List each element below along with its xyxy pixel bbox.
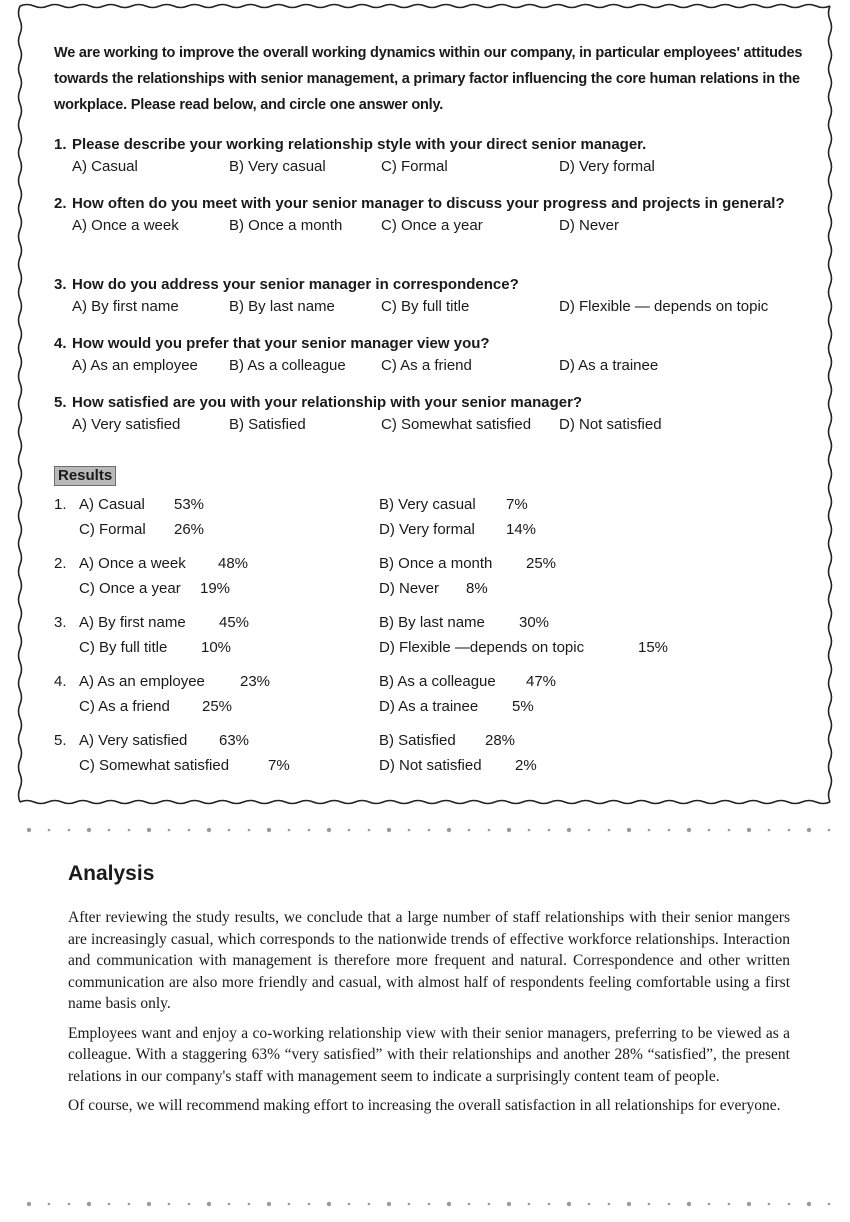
decorative-dot — [768, 829, 771, 832]
decorative-dot — [108, 1203, 111, 1206]
question-text: How often do you meet with your senior manager to discuss your progress and projects in general? — [72, 195, 785, 212]
question-text: How satisfied are you with your relationship with your senior manager? — [72, 394, 583, 411]
result-a-pct: 48% — [218, 555, 249, 572]
result-b-label: B) Satisfied — [379, 732, 456, 749]
option-a[interactable]: A) Casual — [72, 158, 138, 175]
decorative-dot — [708, 1203, 711, 1206]
decorative-dot — [387, 1202, 391, 1206]
result-c-pct: 26% — [174, 521, 205, 538]
result-a-pct: 23% — [240, 673, 271, 690]
result-a-label: A) By first name — [79, 614, 186, 631]
result-d-label: D) Not satisfied — [379, 757, 482, 774]
decorative-dot — [188, 829, 191, 832]
decorative-dot — [288, 1203, 291, 1206]
option-b[interactable]: B) Satisfied — [229, 416, 306, 433]
result-b-pct: 7% — [506, 496, 528, 513]
result-c-label: C) By full title — [79, 639, 168, 656]
decorative-dot — [368, 1203, 371, 1206]
result-2 — [54, 555, 814, 605]
decorative-dot — [828, 1203, 831, 1206]
option-c[interactable]: C) Once a year — [381, 217, 483, 234]
decorative-dot — [207, 828, 211, 832]
option-a[interactable]: A) As an employee — [72, 357, 198, 374]
wavy-border-edge — [829, 6, 832, 802]
decorative-dot — [608, 1203, 611, 1206]
decorative-dot — [147, 828, 151, 832]
decorative-dot — [668, 1203, 671, 1206]
option-b[interactable]: B) Very casual — [229, 158, 326, 175]
question-number: 4. — [54, 335, 67, 352]
decorative-dot — [627, 828, 631, 832]
option-a[interactable]: A) By first name — [72, 298, 179, 315]
result-b-label: B) By last name — [379, 614, 485, 631]
decorative-dot — [528, 1203, 531, 1206]
decorative-dot — [267, 1202, 271, 1206]
result-d-label: D) Flexible —depends on topic — [379, 639, 585, 656]
analysis-title: Analysis — [68, 862, 155, 885]
decorative-dot — [507, 1202, 511, 1206]
result-d-label: D) Never — [379, 580, 440, 597]
decorative-dot — [488, 1203, 491, 1206]
decorative-dot — [428, 829, 431, 832]
decorative-dot — [207, 1202, 211, 1206]
decorative-dot — [308, 1203, 311, 1206]
decorative-dot — [87, 1202, 91, 1206]
result-d-pct: 15% — [638, 639, 669, 656]
dotted-border-top — [0, 822, 850, 842]
question-number: 3. — [54, 276, 67, 293]
analysis-paragraph-1: After reviewing the study results, we conclude that a large number of staff relationships with their senior mangers are increasingly casual, which corresponds to the nationwide trends of effective workforce relationships. Interaction and communication with management is therefore more frequent and natural. Correspondence and other written communication are also more friendly and casual, with almost half of respondents feeling comfortable using a first name basis only. — [68, 909, 790, 1012]
decorative-dot — [668, 829, 671, 832]
question-2 — [54, 193, 814, 239]
decorative-dot — [747, 828, 751, 832]
decorative-dot — [548, 829, 551, 832]
decorative-dot — [468, 829, 471, 832]
decorative-dot — [567, 1202, 571, 1206]
result-a-pct: 45% — [219, 614, 250, 631]
decorative-dot — [128, 829, 131, 832]
result-3 — [54, 614, 814, 664]
decorative-dot — [788, 1203, 791, 1206]
decorative-dot — [807, 1202, 811, 1206]
decorative-dot — [48, 829, 51, 832]
decorative-dot — [488, 829, 491, 832]
result-d-pct: 5% — [512, 698, 534, 715]
result-a-pct: 53% — [174, 496, 205, 513]
decorative-dot — [588, 829, 591, 832]
question-5 — [54, 392, 814, 438]
decorative-dot — [248, 829, 251, 832]
result-d-pct: 8% — [466, 580, 488, 597]
result-d-label: D) As a trainee — [379, 698, 479, 715]
decorative-dot — [147, 1202, 151, 1206]
result-c-pct: 7% — [268, 757, 290, 774]
result-number: 2. — [54, 555, 67, 572]
decorative-dot — [548, 1203, 551, 1206]
result-c-pct: 25% — [202, 698, 233, 715]
option-d[interactable]: D) Very formal — [559, 158, 655, 175]
decorative-dot — [27, 1202, 31, 1206]
decorative-dot — [828, 829, 831, 832]
option-d[interactable]: D) Flexible — depends on topic — [559, 298, 769, 315]
decorative-dot — [648, 829, 651, 832]
decorative-dot — [627, 1202, 631, 1206]
decorative-dot — [768, 1203, 771, 1206]
survey-intro: We are working to improve the overall working dynamics within our company, in particular employees' attitudes towards the relationships with senior management, a primary factor influencing the core human relations in the workplace. Please read below, and circle one answer only. — [54, 45, 803, 113]
result-b-label: B) Once a month — [379, 555, 493, 572]
decorative-dot — [648, 1203, 651, 1206]
decorative-dot — [447, 828, 451, 832]
question-number: 2. — [54, 195, 67, 212]
question-text: Please describe your working relationship style with your direct senior manager. — [72, 136, 647, 153]
decorative-dot — [507, 828, 511, 832]
decorative-dot — [168, 1203, 171, 1206]
question-3 — [54, 274, 814, 320]
decorative-dot — [408, 1203, 411, 1206]
question-number: 5. — [54, 394, 67, 411]
question-text: How do you address your senior manager in correspondence? — [72, 276, 519, 293]
decorative-dot — [248, 1203, 251, 1206]
result-5 — [54, 732, 814, 782]
wavy-border-edge — [20, 801, 830, 804]
option-d[interactable]: D) Not satisfied — [559, 416, 662, 433]
option-d[interactable]: D) Never — [559, 217, 620, 234]
option-d[interactable]: D) As a trainee — [559, 357, 659, 374]
result-d-pct: 14% — [506, 521, 537, 538]
decorative-dot — [428, 1203, 431, 1206]
result-d-label: D) Very formal — [379, 521, 475, 538]
analysis-section — [68, 862, 790, 1125]
decorative-dot — [588, 1203, 591, 1206]
result-c-pct: 10% — [201, 639, 232, 656]
decorative-dot — [308, 829, 311, 832]
question-text: How would you prefer that your senior manager view you? — [72, 335, 490, 352]
decorative-dot — [348, 1203, 351, 1206]
result-4 — [54, 673, 814, 723]
decorative-dot — [728, 1203, 731, 1206]
decorative-dot — [228, 829, 231, 832]
result-b-pct: 25% — [526, 555, 557, 572]
wavy-border-edge — [20, 5, 830, 8]
option-b[interactable]: B) As a colleague — [229, 357, 346, 374]
decorative-dot — [687, 1202, 691, 1206]
option-c[interactable]: C) By full title — [381, 298, 470, 315]
wavy-border-edge — [19, 6, 22, 802]
analysis-paragraph-3: Of course, we will recommend making effort to increasing the overall satisfaction in all relationships for everyone. — [68, 1097, 781, 1114]
decorative-dot — [188, 1203, 191, 1206]
decorative-dot — [348, 829, 351, 832]
result-c-pct: 19% — [200, 580, 231, 597]
option-b[interactable]: B) By last name — [229, 298, 335, 315]
decorative-dot — [48, 1203, 51, 1206]
result-number: 1. — [54, 496, 67, 513]
result-number: 3. — [54, 614, 67, 631]
result-a-label: A) Once a week — [79, 555, 186, 572]
result-b-pct: 30% — [519, 614, 550, 631]
decorative-dot — [368, 829, 371, 832]
decorative-dot — [387, 828, 391, 832]
result-number: 5. — [54, 732, 67, 749]
result-c-label: C) Somewhat satisfied — [79, 757, 230, 774]
decorative-dot — [267, 828, 271, 832]
decorative-dot — [128, 1203, 131, 1206]
decorative-dot — [408, 829, 411, 832]
decorative-dot — [468, 1203, 471, 1206]
decorative-dot — [687, 828, 691, 832]
decorative-dot — [807, 828, 811, 832]
result-d-pct: 2% — [515, 757, 537, 774]
result-b-label: B) Very casual — [379, 496, 476, 513]
decorative-dot — [747, 1202, 751, 1206]
result-1 — [54, 496, 814, 546]
decorative-dot — [288, 829, 291, 832]
option-c[interactable]: C) Formal — [381, 158, 448, 175]
result-b-pct: 47% — [526, 673, 557, 690]
result-a-label: A) Casual — [79, 496, 145, 513]
result-a-pct: 63% — [219, 732, 250, 749]
decorative-dot — [87, 828, 91, 832]
decorative-dot — [168, 829, 171, 832]
decorative-dot — [68, 1203, 71, 1206]
decorative-dot — [447, 1202, 451, 1206]
question-4 — [54, 333, 814, 379]
survey-box — [14, 0, 836, 808]
option-c[interactable]: C) Somewhat satisfied — [381, 416, 532, 433]
result-number: 4. — [54, 673, 67, 690]
decorative-dot — [528, 829, 531, 832]
analysis-paragraph-2: Employees want and enjoy a co-working relationship view with their senior managers, preferring to be viewed as a colleague. With a staggering 63% “very satisfied” with their relationships and another 28% “satisfied”, the present relations in our company's staff with management seem to indicate a surprisingly content team of people. — [68, 1024, 790, 1085]
result-c-label: C) Once a year — [79, 580, 181, 597]
result-c-label: C) As a friend — [79, 698, 170, 715]
decorative-dot — [567, 828, 571, 832]
question-1 — [54, 134, 814, 180]
decorative-dot — [327, 1202, 331, 1206]
decorative-dot — [228, 1203, 231, 1206]
decorative-dot — [608, 829, 611, 832]
option-b[interactable]: B) Once a month — [229, 217, 343, 234]
option-c[interactable]: C) As a friend — [381, 357, 472, 374]
decorative-dot — [27, 828, 31, 832]
decorative-dot — [108, 829, 111, 832]
decorative-dot — [728, 829, 731, 832]
results-heading: Results — [54, 466, 116, 486]
result-b-label: B) As a colleague — [379, 673, 496, 690]
result-c-label: C) Formal — [79, 521, 146, 538]
result-a-label: A) As an employee — [79, 673, 205, 690]
decorative-dot — [788, 829, 791, 832]
option-a[interactable]: A) Once a week — [72, 217, 179, 234]
decorative-dot — [68, 829, 71, 832]
option-a[interactable]: A) Very satisfied — [72, 416, 181, 433]
dotted-border-bottom — [0, 1196, 850, 1216]
question-number: 1. — [54, 136, 67, 153]
result-a-label: A) Very satisfied — [79, 732, 188, 749]
result-b-pct: 28% — [485, 732, 516, 749]
decorative-dot — [327, 828, 331, 832]
decorative-dot — [708, 829, 711, 832]
